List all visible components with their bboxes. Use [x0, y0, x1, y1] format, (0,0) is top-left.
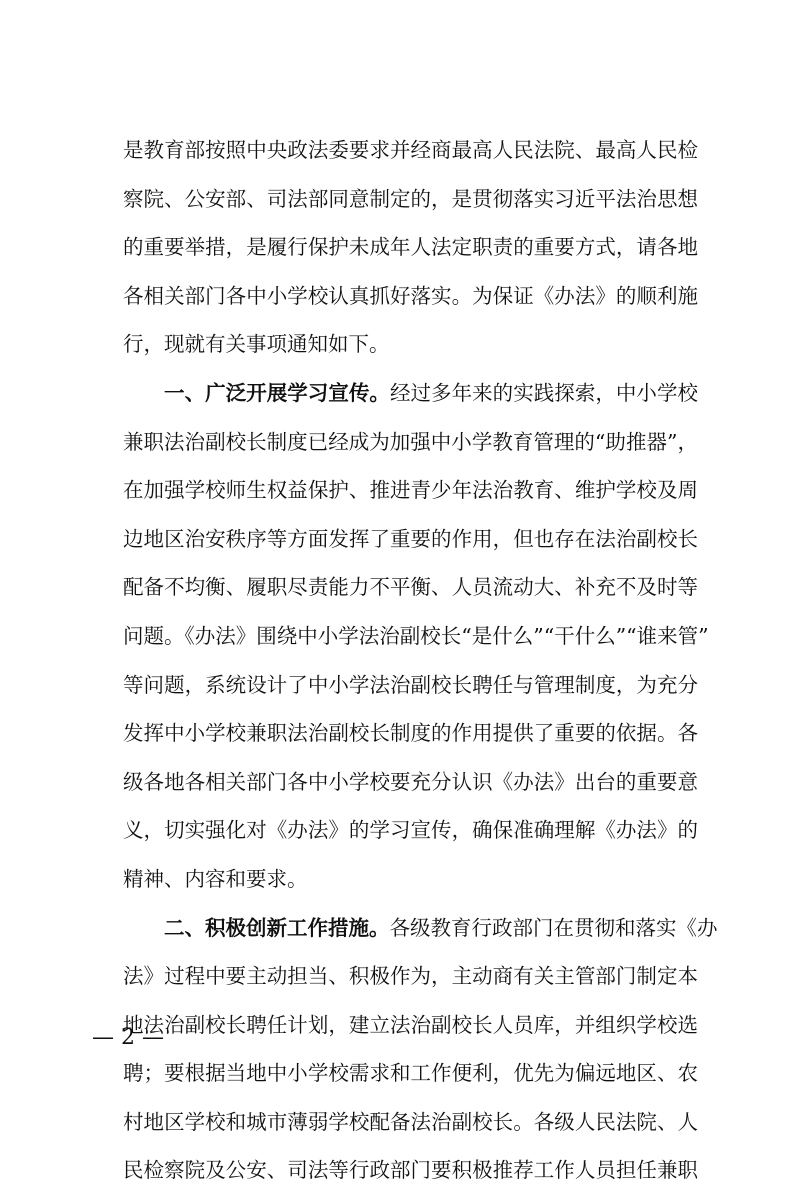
page-number: — 2 —: [92, 1023, 164, 1053]
text-line: 是教育部按照中央政法委要求并经商最高人民法院、最高人民检: [123, 126, 698, 175]
paragraph-intro: [123, 126, 698, 369]
text-line: 的重要举措，是履行保护未成年人法定职责的重要方式，请各地: [123, 223, 698, 272]
section-2-heading: 二、积极创新工作措施。: [164, 916, 390, 940]
section-1-first-line: [123, 369, 698, 418]
text-line: 等问题，系统设计了中小学法治副校长聘任与管理制度，为充分: [123, 661, 698, 710]
text-line: 级各地各相关部门各中小学校要充分认识《办法》出台的重要意: [123, 758, 698, 807]
text-line: 民检察院及公安、司法等行政部门要积极推荐工作人员担任兼职: [123, 1146, 698, 1195]
section-2-first-line: [123, 904, 698, 953]
text-line: 村地区学校和城市薄弱学校配备法治副校长。各级人民法院、人: [123, 1098, 698, 1147]
section-1-heading: 一、广泛开展学习宣传。: [164, 381, 390, 405]
text-line: 聘；要根据当地中小学校需求和工作便利，优先为偏远地区、农: [123, 1049, 698, 1098]
section-2-first-line-text: 各级教育行政部门在贯彻和落实《办: [390, 916, 718, 940]
text-line: 精神、内容和要求。: [123, 855, 698, 904]
text-line: 在加强学校师生权益保护、推进青少年法治教育、维护学校及周: [123, 466, 698, 515]
section-1-first-line-text: 经过多年来的实践探索，中小学校: [390, 381, 698, 405]
text-line: 察院、公安部、司法部同意制定的，是贯彻落实习近平法治思想: [123, 175, 698, 224]
section-2: [123, 904, 698, 1195]
section-1: [123, 369, 698, 904]
text-line: 地法治副校长聘任计划，建立法治副校长人员库，并组织学校选: [123, 1001, 698, 1050]
text-line: 问题。《办法》围绕中小学法治副校长“是什么”“干什么”“谁来管”: [123, 612, 698, 661]
text-line: 法》过程中要主动担当、积极作为，主动商有关主管部门制定本: [123, 952, 698, 1001]
text-line: 发挥中小学校兼职法治副校长制度的作用提供了重要的依据。各: [123, 709, 698, 758]
text-line: 边地区治安秩序等方面发挥了重要的作用，但也存在法治副校长: [123, 515, 698, 564]
text-line: 兼职法治副校长制度已经成为加强中小学教育管理的“助推器”，: [123, 418, 698, 467]
text-line: 各相关部门各中小学校认真抓好落实。为保证《办法》的顺利施: [123, 272, 698, 321]
text-line: 配备不均衡、履职尽责能力不平衡、人员流动大、补充不及时等: [123, 563, 698, 612]
document-body: [123, 126, 698, 1195]
text-line: 行，现就有关事项通知如下。: [123, 320, 698, 369]
text-line: 义，切实强化对《办法》的学习宣传，确保准确理解《办法》的: [123, 806, 698, 855]
